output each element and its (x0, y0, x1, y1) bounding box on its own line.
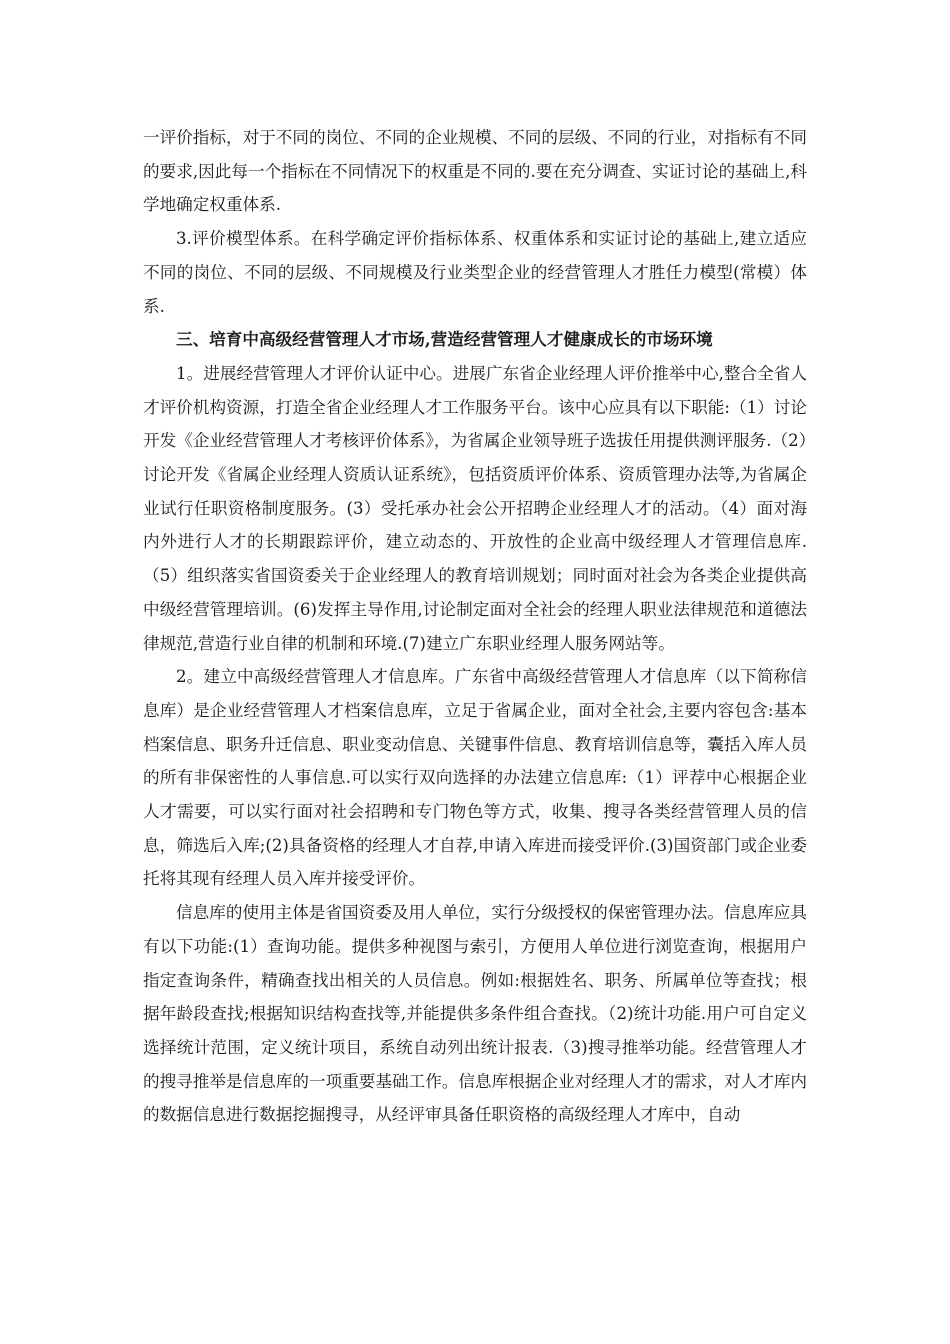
paragraph-evaluation-center: 1。进展经营管理人才评价认证中心。进展广东省企业经理人评价推举中心,整合全省人才评价机构资源，打造全省企业经理人才工作服务平台。该中心应具有以下职能:（1）讨论开发《企业经营管理人才考核评价体系》，为省属企业领导班子选拔任用提供测评服务.（2）讨论开发《省属企业经理人资质认证系统》，包括资质评价体系、资质管理办法等,为省属企业试行任职资格制度服务。(3）受托承办社会公开招聘企业经理人才的活动。（4）面对海内外进行人才的长期跟踪评价，建立动态的、开放性的企业高中级经理人才管理信息库.（5）组织落实省国资委关于企业经理人的教育培训规划；同时面对社会为各类企业提供高中级经营管理培训。(6)发挥主导作用,讨论制定面对全社会的经理人职业法律规范和道德法律规范,营造行业自律的机制和环境.(7)建立广东职业经理人服务网站等。 (143, 363, 807, 653)
paragraph-database-functions: 信息库的使用主体是省国资委及用人单位，实行分级授权的保密管理办法。信息库应具有以下功能:(1）查询功能。提供多种视图与索引，方便用人单位进行浏览查询，根据用户指定查询条件，精确查找出相关的人员信息。例如:根据姓名、职务、所属单位等查找；根据年龄段查找;根据知识结构查找等,并能提供多条件组合查找。（2)统计功能.用户可自定义选择统计范围，定义统计项目，系统自动列出统计报表.（3)搜寻推举功能。经营管理人才的搜寻推举是信息库的一项重要基础工作。信息库根据企业对经理人才的需求，对人才库内的数据信息进行数据挖掘搜寻，从经评审具备任职资格的高级经理人才库中，自动 (143, 903, 807, 1125)
paragraph-evaluation-model: 3.评价模型体系。在科学确定评价指标体系、权重体系和实证讨论的基础上,建立适应不同的岗位、不同的层级、不同规模及行业类型企业的经营管理人才胜任力模型(常模）体系. (143, 229, 807, 316)
paragraph-talent-database: 2。建立中高级经营管理人才信息库。广东省中高级经营管理人才信息库（以下简称信息库）是企业经营管理人才档案信息库，立足于省属企业，面对全社会,主要内容包含:基本档案信息、职务升迁信息、职业变动信息、关键事件信息、教育培训信息等，囊括入库人员的所有非保密性的人事信息.可以实行双向选择的办法建立信息库:（1）评荐中心根据企业人才需要，可以实行面对社会招聘和专门物色等方式，收集、搜寻各类经营管理人员的信息，筛选后入库;(2)具备资格的经理人才自荐,申请入库进而接受评价.(3)国资部门或企业委托将其现有经理人员入库并接受评价。 (143, 667, 807, 889)
paragraph-weight-system: 一评价指标，对于不同的岗位、不同的企业规模、不同的层级、不同的行业，对指标有不同的要求,因此每一个指标在不同情况下的权重是不同的.要在充分调查、实证讨论的基础上,科学地确定权重体系. (143, 128, 807, 215)
section-heading: 三、培育中高级经营管理人才市场,营造经营管理人才健康成长的市场环境 (176, 329, 713, 350)
